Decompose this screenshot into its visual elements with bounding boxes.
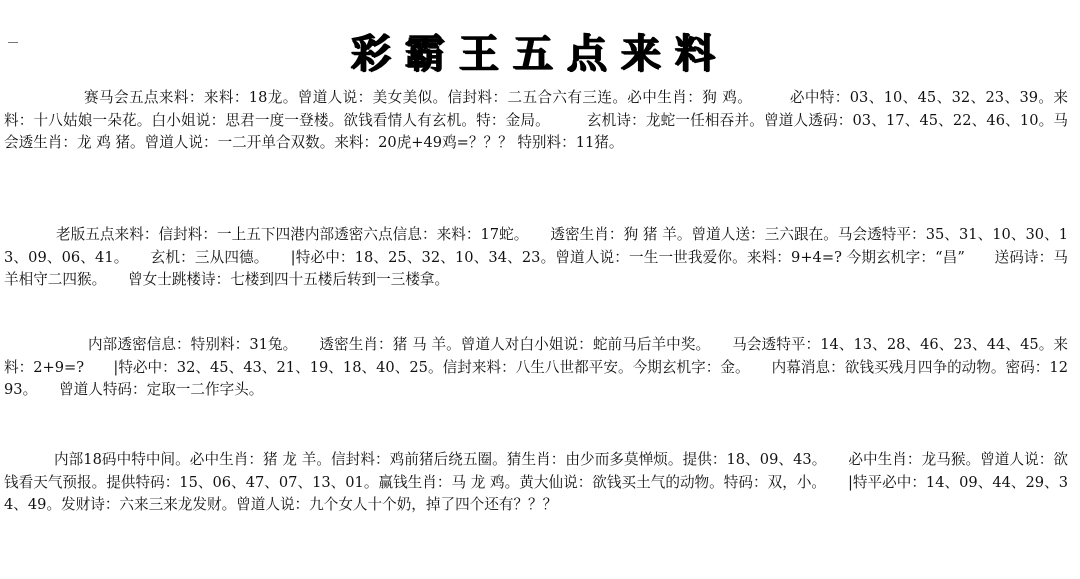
paragraph-neibu-toumi: 内部透密信息：特别料：31兔。 透密生肖：猪 马 羊。曾道人对白小姐说：蛇前马后羊中奖。 马会透特平：14、13、28、46、23、44、45。来料：2+9=? |特必中：32、45、43、21、19、18、40、25。信封来料：八生八世都平安。今期玄机字：金。 内幕消息：欲钱买残月四争的动物。密码：1293。 曾道人特码：定取一二作字头。 [4,336,1068,398]
paragraph-saimahui: 赛马会五点来料：来料：18龙。曾道人说：美女美似。信封料：二五合六有三连。必中生肖：狗 鸡。 必中特：03、10、45、32、23、39。来料：十八姑娘一朵花。白小姐说：思君一度一登楼。欲钱看情人有玄机。特：金局。 玄机诗：龙蛇一任相吞并。曾道人透码：03、17、45、22、46、10。马会透生肖：龙 鸡 猪。曾道人说：一二开单合双数。来料：20虎+49鸡=？？？ 特别料：11猪。 [4,89,1068,151]
page-title: 彩霸王五点来料 [351,30,729,77]
paragraph-neibu-18ma: 内部18码中特中间。必中生肖：猪 龙 羊。信封料：鸡前猪后绕五圈。猜生肖：由少而多莫惮烦。提供：18、09、43。 必中生肖：龙马猴。曾道人说：欲钱看天气预报。提供特码：15、06、47、07、13、01。赢钱生肖：马 龙 鸡。黄大仙说：欲钱买土气的动物。特码：双，小。 |特平必中：14、09、44、29、34、49。发财诗：六来三来龙发财。曾道人说：九个女人十个奶，掉了四个还有？？？ [4,451,1068,513]
paragraph-laoban: 老版五点来料：信封料：一上五下四港内部透密六点信息：来料：17蛇。 透密生肖：狗 猪 羊。曾道人送：三六跟在。马会透特平：35、31、10、30、13、09、06、41。 玄机：三从四德。 |特必中：18、25、32、10、34、23。曾道人说：一生一世我爱你。来料：9+4=? 今期玄机字：“昌” 送码诗：马羊相守二四猴。 曾女士跳楼诗：七楼到四十五楼后转到一三楼拿。 [4,226,1068,288]
